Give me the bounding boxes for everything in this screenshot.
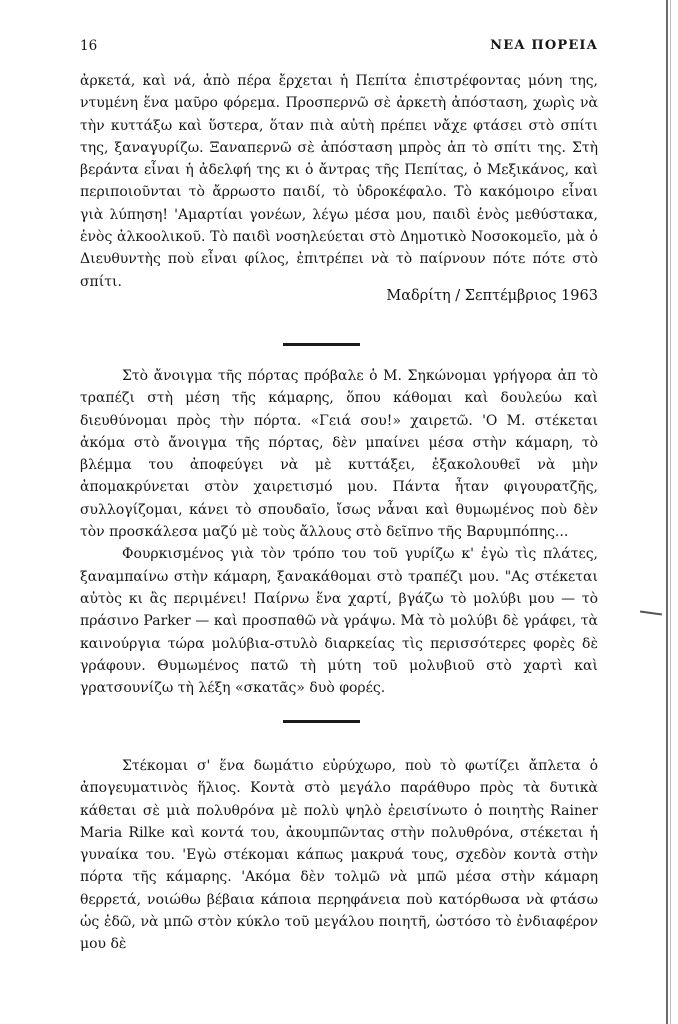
page-number: 16 (80, 38, 98, 54)
scan-edge (666, 0, 668, 1024)
section-2-paragraph-2: Φουρκισμένος γιὰ τὸν τρόπο του τοῦ γυρίζω κ' ἐγὼ τὶς πλάτες, ξαναμπαίνω στὴν κάμαρη, ξανακάθομαι στὸ τραπέζι μου. "Ας στέκεται αὐτὸς κι ἂς περιμένει! Παίρνω ἕνα χαρτί, βγάζω τὸ μολύβι μου — τὸ πράσινο Parker — καὶ προσπαθῶ νὰ γράψω. Μὰ τὸ μολύβι δὲ γράφει, τὰ καινούργια τώρα μολύβια-στυλὸ διαρκείας τὶς περισσότερες φορὲς δὲ γράφουν. Θυμωμένος πατῶ τὴ μύτη τοῦ μολυβιοῦ στὸ χαρτὶ καὶ γρατσουνίζω τὴ λέξη «σκατᾶς» δυὸ φορές. (80, 546, 598, 697)
section-separator (283, 720, 360, 723)
section-2-paragraph-1: Στὸ ἄνοιγμα τῆς πόρτας πρόβαλε ὁ Μ. Σηκώνομαι γρήγορα ἀπ τὸ τραπέζι στὴ μέση τῆς κάμαρης, ὅπου κάθομαι καὶ δουλεύω καὶ διευθύνομαι πρὸς τὴν πόρτα. «Γειά σου!» χαιρετῶ. 'Ο Μ. στέκεται ἀκόμα στὸ ἄνοιγμα τῆς πόρτας, δὲν μπαίνει μέσα στὴν κάμαρη, τὸ βλέμμα του ἀποφεύγει νὰ μὲ κυττάξει, ἐξακολουθεῖ νὰ μὴν ἀπομακρύνεται στὸν χαιρετισμό μου. Πάντα ἦταν φιγουρατζῆς, συλλογίζομαι, κάνει τὸ σπουδαῖο, ἴσως νἆναι καὶ θυμωμένος ποὺ δὲν τὸν προσκάλεσα μαζύ μὲ τοὺς ἄλλους στὸ δεῖπνο τῆς Βαρυμπόπης... (80, 368, 598, 541)
section-1 (80, 70, 598, 293)
section-3-paragraph: Στέκομαι σ' ἕνα δωμάτιο εὐρύχωρο, ποὺ τὸ φωτίζει ἄπλετα ὁ ἀπογευματινὸς ἥλιος. Κοντὰ στὸ μεγάλο παράθυρο πρὸς τὰ δυτικὰ κάθεται σὲ μιὰ πολυθρόνα μὲ πολὺ ψηλὸ ἐρεισίνωτο ὁ ποιητὴς Rainer Maria Rilke καὶ κοντά του, ἀκουμπῶντας στὴν πολυθρόνα, στέκεται ἡ γυναίκα του. 'Εγὼ στέκομαι κάπως μακρυά τους, σχεδὸν κοντὰ στὴν πόρτα τῆς κάμαρης. 'Ακόμα δὲν τολμῶ νὰ μπῶ μέσα στὴν κάμαρη θερρετά, νοιώθω βέβαια κάποια περηφάνεια ποὺ κατόρθωσα νὰ φτάσω ὡς ἐδῶ, νὰ μπῶ στὸν κύκλο τοῦ μεγάλου ποιητῆ, ὡστόσο τὸ ἐνδιαφέρον μου δὲ (80, 758, 598, 953)
page-header (80, 38, 598, 60)
section-1-paragraph: ἀρκετά, καὶ νά, ἀπὸ πέρα ἔρχεται ἡ Πεπίτα ἐπιστρέφοντας μόνη της, ντυμένη ἕνα μαῦρο φόρεμα. Προσπερνῶ σὲ ἀρκετὴ ἀπόσταση, χωρὶς νὰ τὴν κυττάξω καὶ ὕστερα, ὅταν πιὰ αὐτὴ πρέπει νἄχε φτάσει στὸ σπίτι της, ξαναγυρίζω. Ξαναπερνῶ σὲ ἀπόσταση μπρὸς ἀπ τὸ σπίτι της. Στὴ βεράντα εἶναι ἡ ἀδελφή της κι ὁ ἄντρας τῆς Πεπίτας, ὁ Μεξικάνος, καὶ περιποιοῦνται τὸ ἄρρωστο παιδί, τὸ ὑδροκέφαλο. Τὸ κακόμοιρο εἶναι γιὰ λύπηση! 'Αμαρτίαι γονέων, λέγω μέσα μου, παιδὶ ἑνὸς μεθύστακα, ἑνὸς ἀλκοολικοῦ. Τὸ παιδὶ νοσηλεύεται στὸ Δημοτικὸ Νοσοκομεῖο, μὰ ὁ Διευθυντὴς ποὺ εἶναι φίλος, ἐπιτρέπει νὰ τὸ παίρνουν πότε πότε στὸ σπίτι. (80, 73, 598, 290)
section-separator (283, 343, 360, 346)
scan-edge-shadow (670, 0, 671, 1024)
place-date-signature: Μαδρίτη / Σεπτέμβριος 1963 (386, 288, 598, 304)
margin-pencil-mark (640, 610, 662, 615)
section-3 (80, 755, 598, 956)
section-2 (80, 365, 598, 699)
running-head: ΝΕΑ ΠΟΡΕΙΑ (490, 38, 598, 53)
